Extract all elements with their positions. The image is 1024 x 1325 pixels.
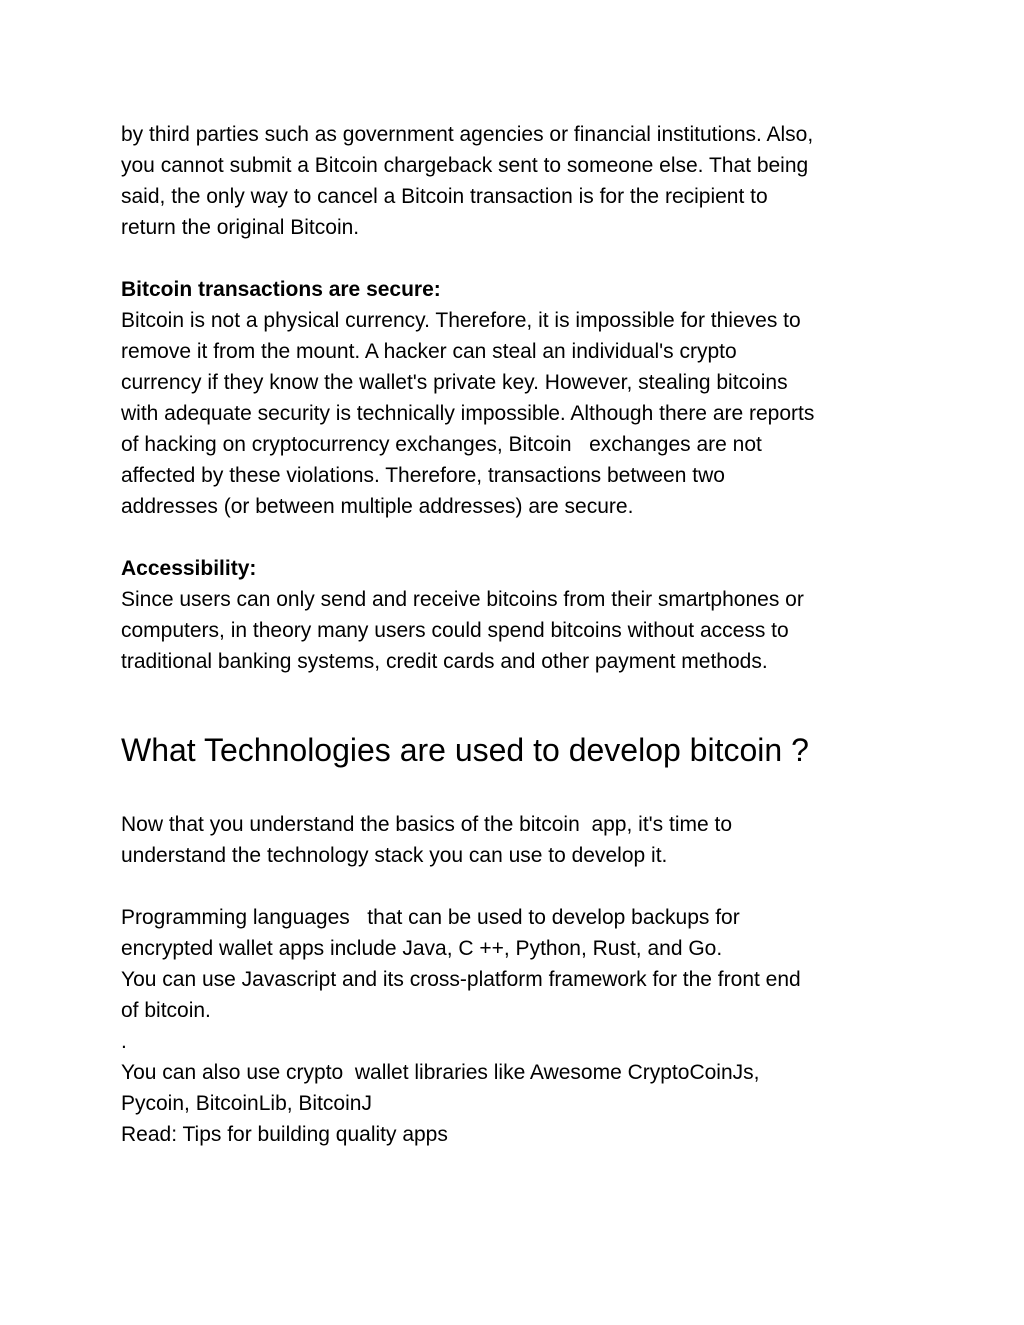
- text-line: by third parties such as government agencies or financial institutions. Also,: [121, 123, 814, 146]
- technologies-paragraph-2: [121, 902, 911, 1150]
- secure-heading: Bitcoin transactions are secure:: [121, 278, 441, 301]
- text-line: of hacking on cryptocurrency exchanges, Bitcoin exchanges are not: [121, 433, 762, 456]
- text-line: computers, in theory many users could spend bitcoins without access to: [121, 619, 789, 642]
- text-line: return the original Bitcoin.: [121, 216, 360, 239]
- text-line: Bitcoin is not a physical currency. Therefore, it is impossible for thieves to: [121, 309, 801, 332]
- text-line: said, the only way to cancel a Bitcoin transaction is for the recipient to: [121, 185, 768, 208]
- text-line: encrypted wallet apps include Java, C ++, Python, Rust, and Go.: [121, 937, 723, 960]
- text-line: you cannot submit a Bitcoin chargeback sent to someone else. That being: [121, 154, 809, 177]
- document-page: [121, 119, 911, 1150]
- paragraph-gap: [121, 243, 911, 274]
- text-line: You can use Javascript and its cross-platform framework for the front end: [121, 968, 801, 991]
- accessibility-heading: Accessibility:: [121, 557, 257, 580]
- paragraph-gap: [121, 522, 911, 553]
- text-line: currency if they know the wallet's private key. However, stealing bitcoins: [121, 371, 788, 394]
- intro-paragraph: [121, 119, 911, 243]
- accessibility-section: [121, 553, 911, 677]
- text-line: with adequate security is technically impossible. Although there are reports: [121, 402, 815, 425]
- text-line: Programming languages that can be used to develop backups for: [121, 906, 740, 929]
- paragraph-gap: [121, 871, 911, 902]
- technologies-heading: What Technologies are used to develop bitcoin ?: [121, 732, 809, 768]
- secure-section: [121, 274, 911, 522]
- text-line: traditional banking systems, credit cards and other payment methods.: [121, 650, 768, 673]
- text-line: Since users can only send and receive bitcoins from their smartphones or: [121, 588, 804, 611]
- text-line: You can also use crypto wallet libraries like Awesome CryptoCoinJs,: [121, 1061, 760, 1084]
- text-line: of bitcoin.: [121, 999, 211, 1022]
- read-link-line: Read: Tips for building quality apps: [121, 1123, 448, 1146]
- text-line: affected by these violations. Therefore, transactions between two: [121, 464, 725, 487]
- text-line: understand the technology stack you can use to develop it.: [121, 844, 668, 867]
- technologies-paragraph-1: [121, 809, 911, 871]
- text-line: .: [121, 1030, 127, 1053]
- text-line: remove it from the mount. A hacker can steal an individual's crypto: [121, 340, 737, 363]
- text-line: Pycoin, BitcoinLib, BitcoinJ: [121, 1092, 372, 1115]
- text-line: Now that you understand the basics of the bitcoin app, it's time to: [121, 813, 733, 836]
- text-line: addresses (or between multiple addresses) are secure.: [121, 495, 634, 518]
